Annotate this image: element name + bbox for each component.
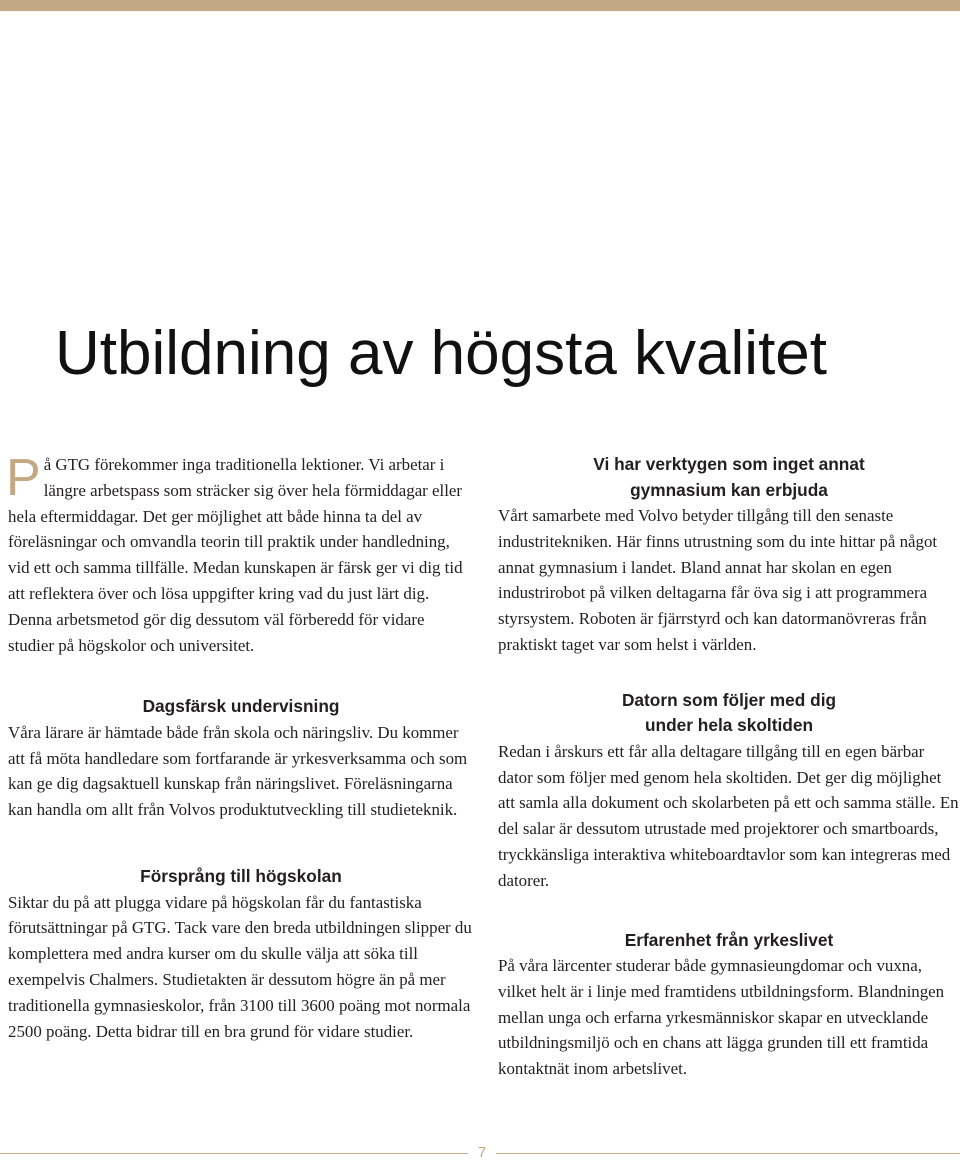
section-text-erfarenhet: På våra lärcenter studerar både gymnasieungdomar och vuxna, vilket helt är i linje med framtidens utbildningsform. Blandningen mellan unga och erfarna yrkesmänniskor skapar en utvecklande utbildningsmiljö och en chans att lägga grunden till ett framtida kontaktnät inom arbetslivet. xyxy=(498,956,945,1079)
section-heading-datorn xyxy=(498,688,960,739)
section-heading-verktyg-line1: Vi har verktygen som inget annat xyxy=(593,454,865,474)
section-text-forsprang: Siktar du på att plugga vidare på högskolan får du fantastiska förutsättningar på GTG. Tack vare den breda utbildningen slipper du komplettera med andra kurser om du skulle välja att söka till exempelvis Chalmers. Studietakten är dessutom högre än på mer traditionella gymnasieskolor, från 3100 till 3600 poäng mot normala 2500 poäng. Detta bidrar till en bra grund för vidare studier. xyxy=(8,892,472,1041)
section-heading-datorn-line1: Datorn som följer med dig xyxy=(621,689,837,710)
section-heading-forsprang: Försprång till högskolan xyxy=(140,866,342,887)
page-footer xyxy=(0,1140,960,1165)
page-number: 7 xyxy=(468,1144,496,1161)
left-column xyxy=(6,449,474,1044)
section-text-datorn: Redan i årskurs ett får alla deltagare tillgång till en egen bärbar dator som följer med genom hela skoltiden. Det ger dig möjlighet att samla alla dokument och skolarbeten på ett och samma ställe. En del salar är dessutom utrustade med projektorer och smartboards, tryckkänsliga interaktiva whiteboardtavlor som kan integreras med datorer. xyxy=(498,741,959,890)
drop-cap: P xyxy=(6,449,41,507)
section-heading-dagsfarsk: Dagsfärsk undervisning xyxy=(142,696,340,717)
page-title: Utbildning av högsta kvalitet xyxy=(55,319,828,388)
section-heading-verktyg-line2: gymnasium kan erbjuda xyxy=(630,479,828,500)
section-text-verktyg: Vårt samarbete med Volvo betyder tillgång till den senaste industritekniken. Här finns utrustning som du inte hittar på något annat gymnasium i landet. Bland annat har skolan en egen industrirobot på vilken deltagarna får öva sig i att programmera styrsystem. Roboten är fjärrstyrd och kan datormanövreras från praktiskt taget var som helst i världen. xyxy=(498,506,938,654)
intro-text: å GTG förekommer inga traditionella lektioner. Vi arbetar i längre arbetspass som sträcker sig över hela förmiddagar eller hela eftermiddagar. Det ger möjlighet att både hinna ta del av föreläsningar och omvandla teorin till praktik under handledning, vid ett och samma tillfälle. Medan kunskapen är färsk ger vi dig tid att reflektera över och lösa uppgifter kring vad du just lärt dig. Denna arbetsmetod gör dig dessutom väl förberedd för vidare studier på högskolor och universitet. xyxy=(8,455,463,655)
section-heading-datorn-line2: under hela skoltiden xyxy=(644,715,814,736)
section-text-dagsfarsk: Våra lärare är hämtade både från skola och näringsliv. Du kommer att få möta handledare som fortfarande är yrkesverksamma och som kan ge dig dagsaktuell kunskap från näringslivet. Föreläsningarna kan handla om allt från Volvos produktutveckling till studieteknik. xyxy=(8,722,468,820)
section-heading-erfarenhet: Erfarenhet från yrkeslivet xyxy=(624,929,834,950)
section-heading-verktyg xyxy=(498,452,960,503)
intro-paragraph xyxy=(6,449,474,658)
right-column xyxy=(498,452,960,1082)
top-accent-bar xyxy=(0,0,960,11)
